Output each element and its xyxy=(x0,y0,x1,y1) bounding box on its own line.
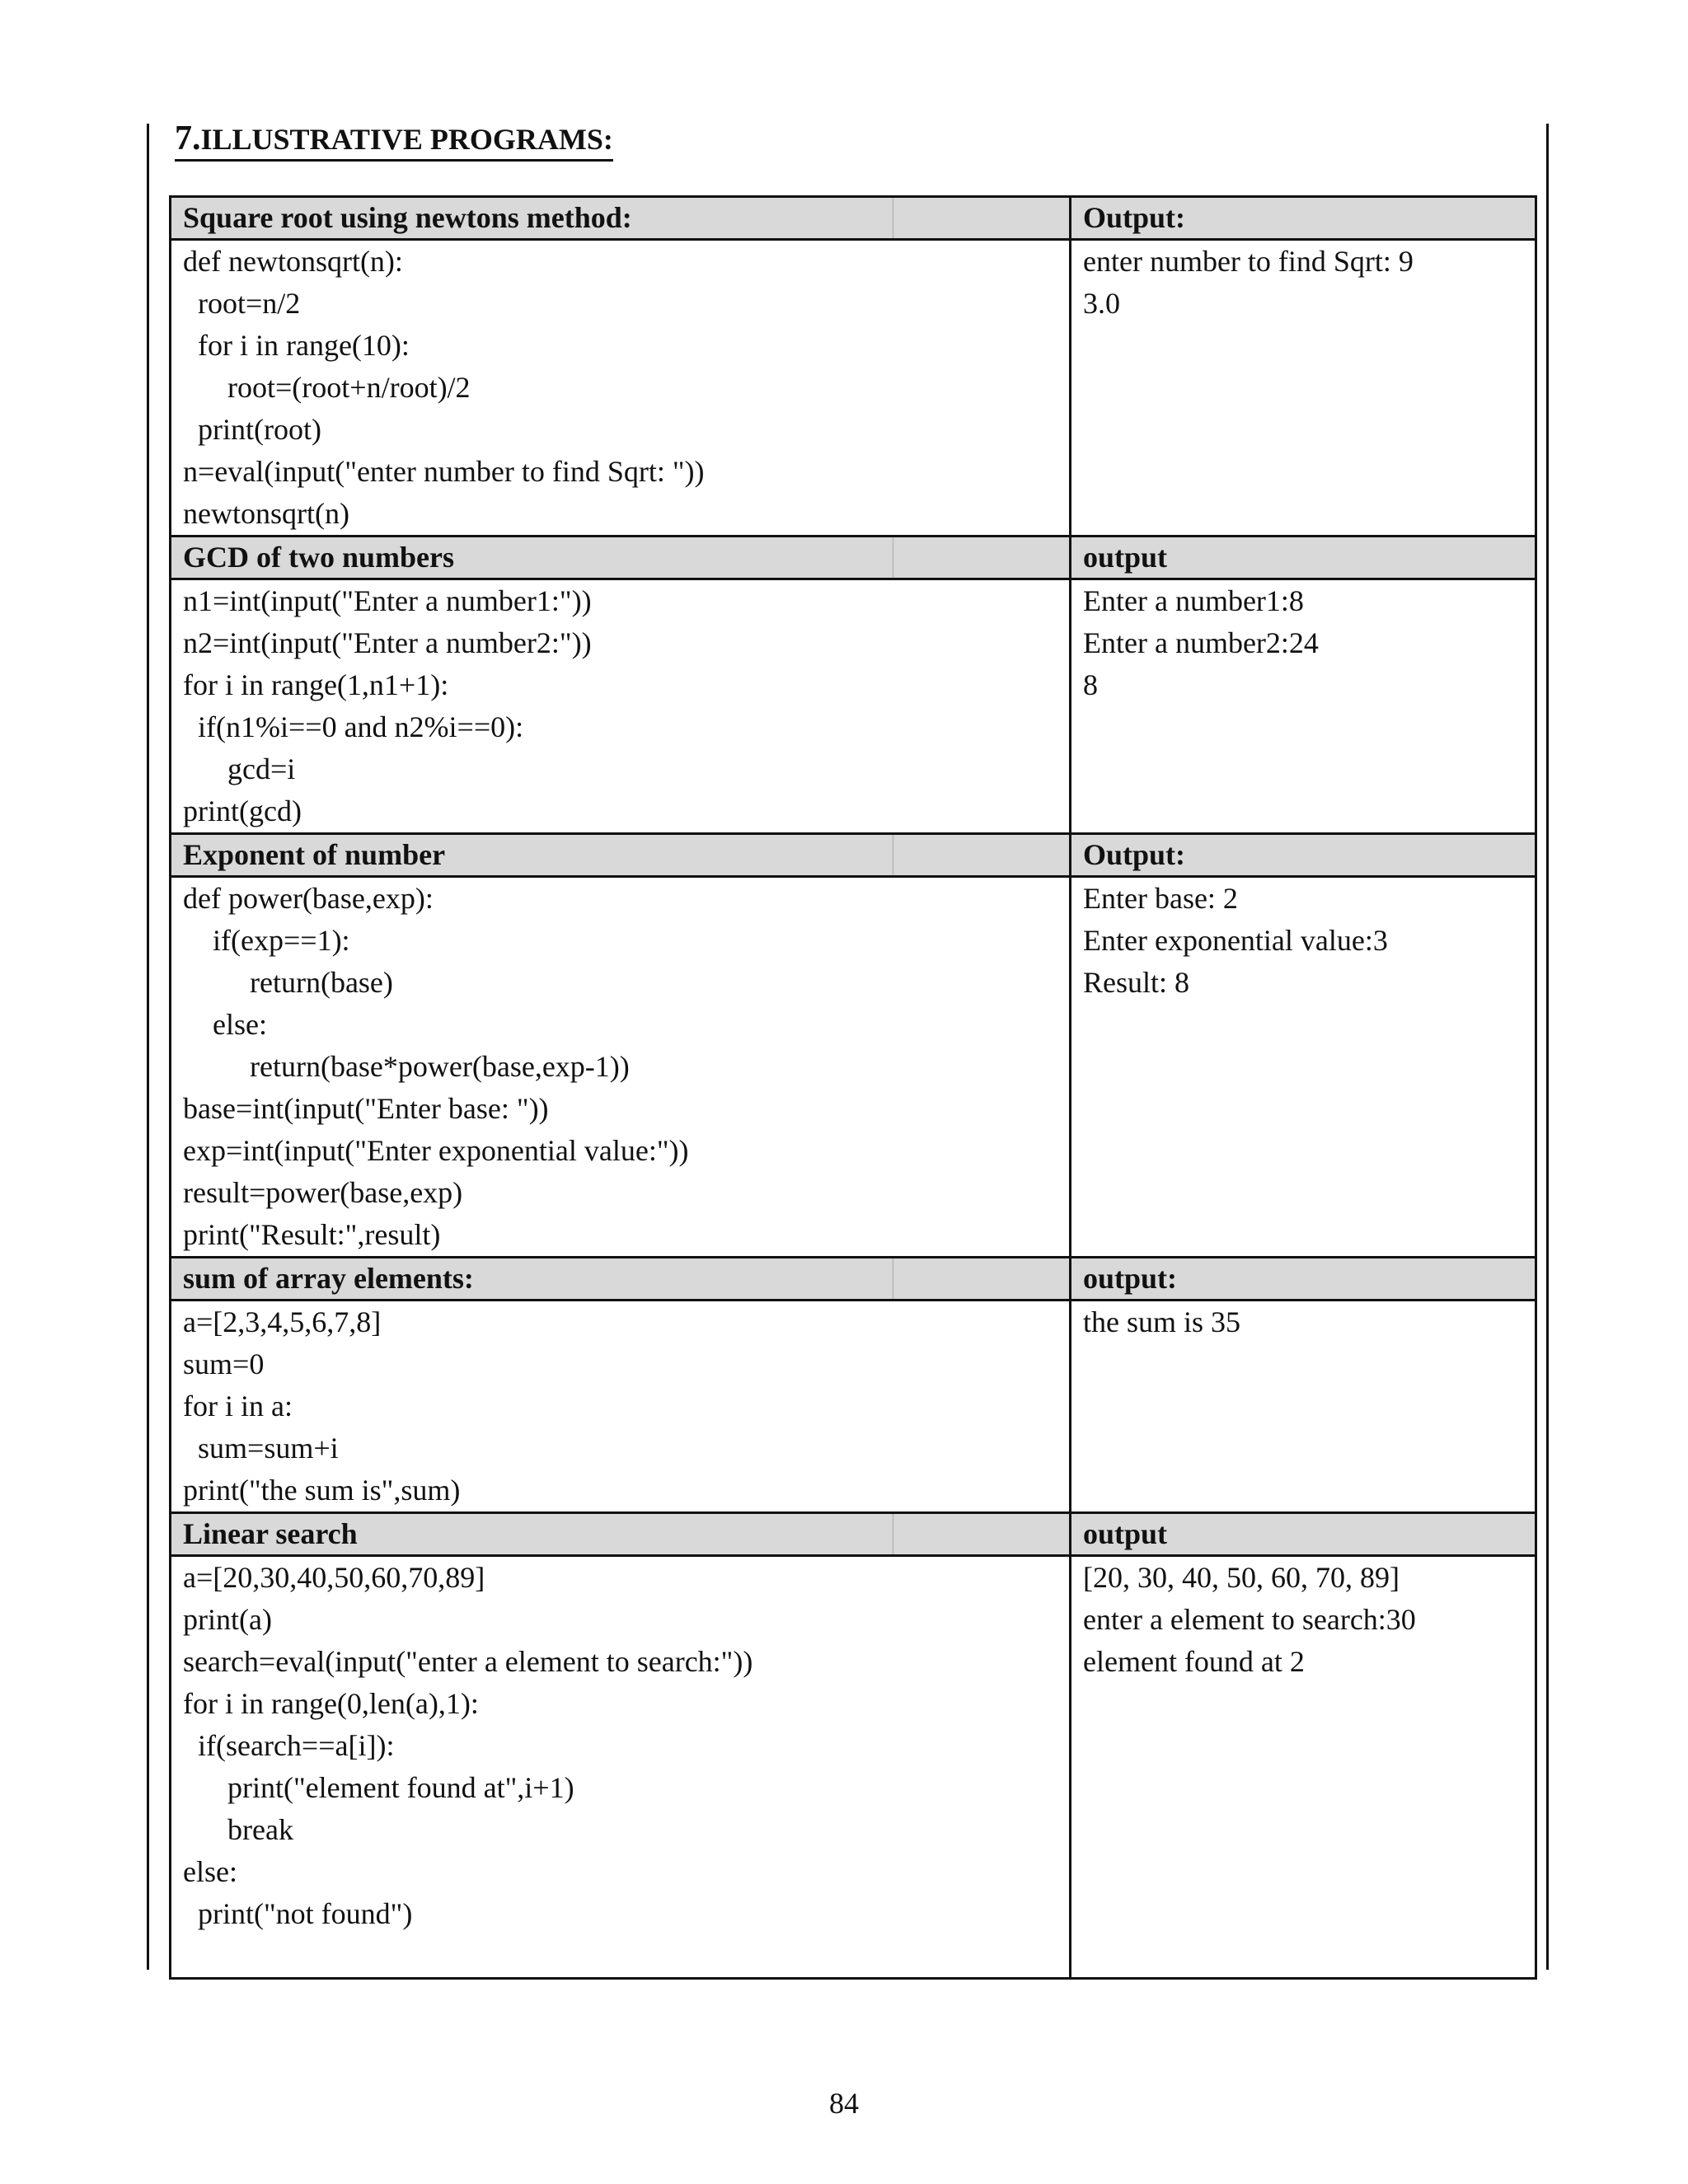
code-line: sum=0 xyxy=(183,1347,265,1380)
code-line: print(a) xyxy=(183,1603,272,1636)
section-title: Exponent of number xyxy=(171,834,1071,877)
code-line: for i in range(10): xyxy=(183,329,410,362)
left-margin-rule xyxy=(147,124,149,1970)
code-line: if(search==a[i]): xyxy=(183,1729,395,1762)
section-header-row xyxy=(171,537,1536,579)
section-body-row xyxy=(171,1301,1536,1513)
code-line: for i in a: xyxy=(183,1390,293,1422)
heading-text: ILLUSTRATIVE PROGRAMS: xyxy=(200,123,613,156)
section-header-row xyxy=(171,197,1536,240)
code-line: exp=int(input("Enter exponential value:")) xyxy=(183,1134,689,1167)
programs-table xyxy=(169,195,1537,1980)
output-line: 8 xyxy=(1083,668,1098,701)
code-cell xyxy=(171,579,1071,834)
output-line: [20, 30, 40, 50, 60, 70, 89] xyxy=(1083,1561,1400,1594)
code-line: print(gcd) xyxy=(183,794,302,827)
code-line: print("not found") xyxy=(183,1897,413,1930)
code-line: sum=sum+i xyxy=(183,1432,339,1465)
code-line: n=eval(input("enter number to find Sqrt: ")) xyxy=(183,455,705,488)
output-line: enter number to find Sqrt: 9 xyxy=(1083,245,1414,278)
section-title: sum of array elements: xyxy=(171,1258,1071,1301)
output-line: element found at 2 xyxy=(1083,1645,1305,1678)
section-body-row xyxy=(171,579,1536,834)
heading-number: 7. xyxy=(175,120,201,157)
code-line: for i in range(1,n1+1): xyxy=(183,668,449,701)
output-cell xyxy=(1071,240,1536,537)
output-title: Output: xyxy=(1071,197,1536,240)
output-line: Enter exponential value:3 xyxy=(1083,924,1388,957)
output-title: output xyxy=(1071,1513,1536,1556)
page-heading xyxy=(175,120,613,162)
code-line: if(exp==1): xyxy=(183,924,350,957)
right-margin-rule xyxy=(1546,124,1549,1970)
section-body-row xyxy=(171,240,1536,537)
section-header-row xyxy=(171,1513,1536,1556)
code-line: print(root) xyxy=(183,413,321,446)
output-title: output: xyxy=(1071,1258,1536,1301)
section-body-row xyxy=(171,877,1536,1258)
blank-line xyxy=(183,1935,1057,1977)
code-cell xyxy=(171,1301,1071,1513)
code-line: def newtonsqrt(n): xyxy=(183,245,403,278)
code-cell xyxy=(171,877,1071,1258)
output-line: the sum is 35 xyxy=(1083,1305,1241,1338)
code-line: a=[20,30,40,50,60,70,89] xyxy=(183,1561,485,1594)
code-line: gcd=i xyxy=(183,752,296,785)
code-line: a=[2,3,4,5,6,7,8] xyxy=(183,1305,382,1338)
section-title: Square root using newtons method: xyxy=(171,197,1071,240)
code-line: n2=int(input("Enter a number2:")) xyxy=(183,626,592,659)
code-line: break xyxy=(183,1813,293,1846)
section-title: GCD of two numbers xyxy=(171,537,1071,579)
output-line: Enter a number1:8 xyxy=(1083,584,1304,617)
code-line: root=n/2 xyxy=(183,287,301,320)
programs-table-body xyxy=(171,197,1536,1979)
code-line: print("the sum is",sum) xyxy=(183,1474,461,1507)
code-line: print("Result:",result) xyxy=(183,1218,441,1251)
code-cell xyxy=(171,240,1071,537)
code-line: result=power(base,exp) xyxy=(183,1176,463,1209)
code-line: root=(root+n/root)/2 xyxy=(183,371,471,404)
code-line: if(n1%i==0 and n2%i==0): xyxy=(183,710,524,743)
code-line: else: xyxy=(183,1855,237,1888)
code-line: else: xyxy=(183,1008,267,1041)
section-header-row xyxy=(171,834,1536,877)
code-line: for i in range(0,len(a),1): xyxy=(183,1687,479,1720)
section-header-row xyxy=(171,1258,1536,1301)
code-line: def power(base,exp): xyxy=(183,882,434,915)
section-title: Linear search xyxy=(171,1513,1071,1556)
code-line: print("element found at",i+1) xyxy=(183,1771,574,1804)
output-cell xyxy=(1071,1301,1536,1513)
page-number: 84 xyxy=(829,2087,859,2120)
output-line: Enter base: 2 xyxy=(1083,882,1238,915)
code-line: n1=int(input("Enter a number1:")) xyxy=(183,584,592,617)
output-line: enter a element to search:30 xyxy=(1083,1603,1416,1636)
output-title: output xyxy=(1071,537,1536,579)
code-line: search=eval(input("enter a element to search:")) xyxy=(183,1645,753,1678)
code-line: newtonsqrt(n) xyxy=(183,497,349,530)
code-line: base=int(input("Enter base: ")) xyxy=(183,1092,549,1125)
section-body-row xyxy=(171,1556,1536,1979)
output-line: Enter a number2:24 xyxy=(1083,626,1319,659)
output-line: 3.0 xyxy=(1083,287,1120,320)
output-cell xyxy=(1071,579,1536,834)
output-title: Output: xyxy=(1071,834,1536,877)
output-cell xyxy=(1071,1556,1536,1979)
output-line: Result: 8 xyxy=(1083,966,1190,999)
output-cell xyxy=(1071,877,1536,1258)
code-line: return(base*power(base,exp-1)) xyxy=(183,1050,630,1083)
code-cell xyxy=(171,1556,1071,1979)
code-line: return(base) xyxy=(183,966,393,999)
